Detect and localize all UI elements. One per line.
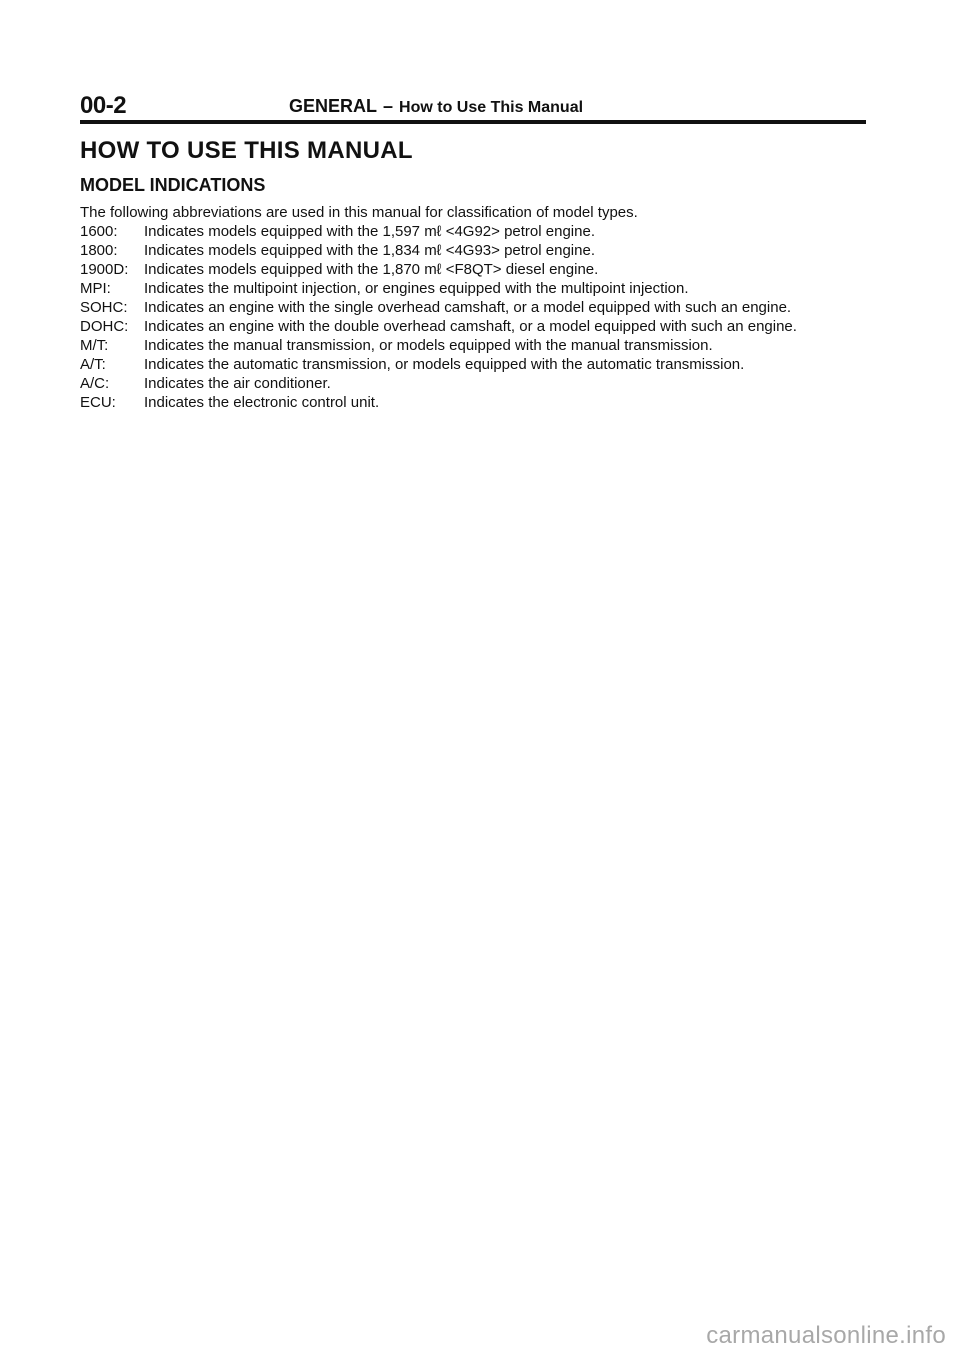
- abbreviation-term: MPI:: [80, 280, 111, 297]
- abbreviation-term: A/C:: [80, 375, 110, 392]
- list-item: [80, 222, 880, 241]
- running-head-section: GENERAL: [289, 96, 378, 116]
- running-head-separator: –: [383, 96, 394, 116]
- section-title: MODEL INDICATIONS: [80, 175, 266, 195]
- list-item: [80, 241, 880, 260]
- abbreviation-definition: Indicates models equipped with the 1,834 mℓ <4G93> petrol engine.: [144, 242, 595, 259]
- abbreviation-term: 1600:: [80, 223, 118, 240]
- list-item: [80, 336, 880, 355]
- list-item: [80, 355, 880, 374]
- abbreviation-term: 1900D:: [80, 261, 129, 278]
- abbreviation-definition: Indicates models equipped with the 1,870 mℓ <F8QT> diesel engine.: [144, 261, 599, 278]
- abbreviation-definition: Indicates models equipped with the 1,597 mℓ <4G92> petrol engine.: [144, 223, 595, 240]
- running-head: [289, 96, 583, 117]
- abbreviation-term: 1800:: [80, 242, 118, 259]
- list-item: [80, 298, 880, 317]
- abbreviation-definition: Indicates the manual transmission, or models equipped with the manual transmission.: [144, 337, 713, 354]
- abbreviation-definition: Indicates an engine with the single overhead camshaft, or a model equipped with such an engine.: [144, 299, 792, 316]
- abbreviation-definition: Indicates the electronic control unit.: [144, 394, 380, 411]
- abbreviation-term: SOHC:: [80, 299, 128, 316]
- header-rule: [80, 120, 866, 124]
- page-number: 00-2: [80, 92, 127, 119]
- abbreviation-term: ECU:: [80, 394, 116, 411]
- abbreviation-term: M/T:: [80, 337, 109, 354]
- running-head-subsection: How to Use This Manual: [399, 99, 584, 116]
- list-item: [80, 374, 880, 393]
- watermark-text: carmanualsonline.info: [706, 1322, 946, 1349]
- abbreviation-definition: Indicates an engine with the double overhead camshaft, or a model equipped with such an engine.: [144, 318, 797, 335]
- page-header: [80, 92, 866, 118]
- abbreviation-definition: Indicates the air conditioner.: [144, 375, 331, 392]
- list-item: [80, 393, 880, 412]
- abbreviation-term: DOHC:: [80, 318, 129, 335]
- abbreviation-definition: Indicates the multipoint injection, or engines equipped with the multipoint injection.: [144, 280, 689, 297]
- page-title: HOW TO USE THIS MANUAL: [80, 137, 413, 164]
- list-item: [80, 317, 880, 336]
- list-item: [80, 279, 880, 298]
- list-item: [80, 260, 880, 279]
- abbreviation-definition: Indicates the automatic transmission, or models equipped with the automatic transmission.: [144, 356, 745, 373]
- intro-paragraph: The following abbreviations are used in this manual for classification of model types.: [80, 204, 638, 221]
- abbreviation-list: [80, 222, 880, 412]
- abbreviation-term: A/T:: [80, 356, 106, 373]
